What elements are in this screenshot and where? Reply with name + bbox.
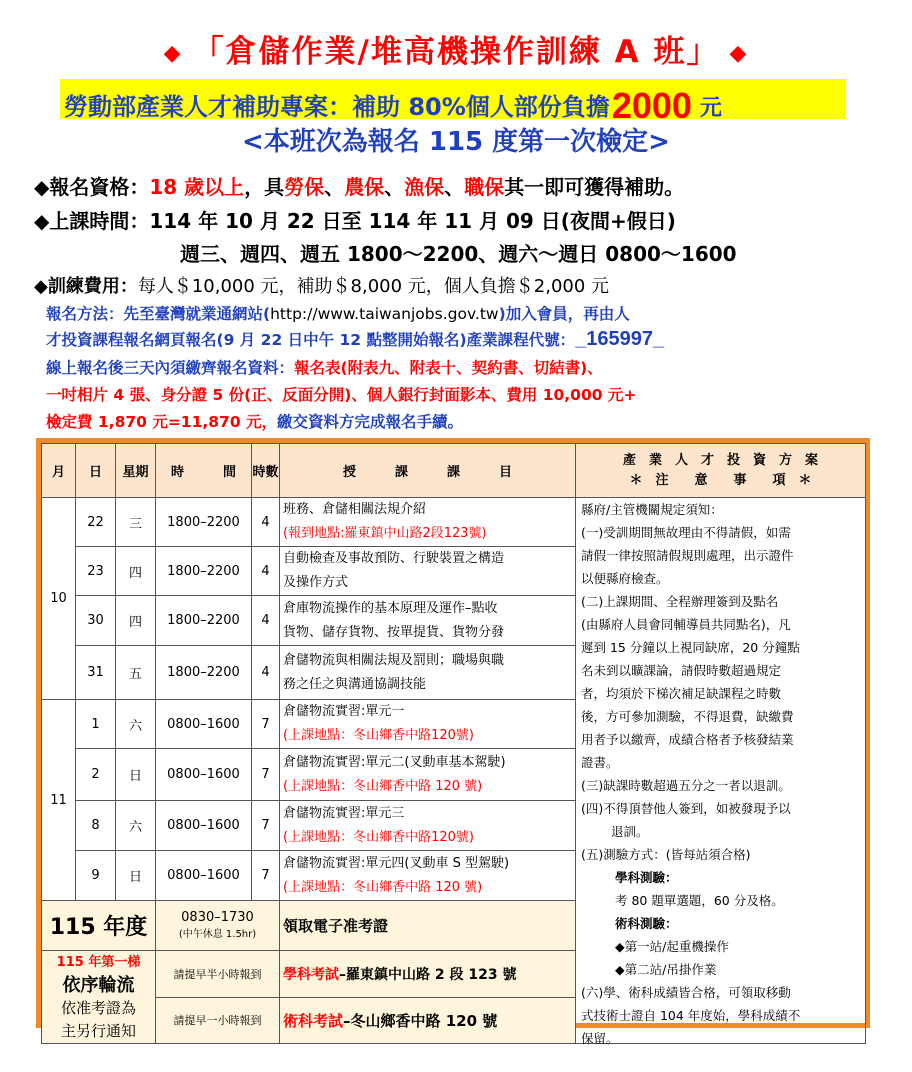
day-cell: 2 [76,749,116,801]
day-cell: 31 [76,646,116,700]
exam-year: 115 年度 [42,901,156,951]
day-cell: 1 [76,700,116,749]
course-title: 班務、倉儲相關法規介紹 [283,502,427,517]
signup-text: 線上報名後三天內須繳齊報名資料： [46,359,295,377]
written-exam-cell [280,951,576,998]
header-time: 時 間 [156,444,252,498]
note-line: 學科測驗： [615,870,678,885]
time-cell: 0800–1600 [156,851,252,901]
header-notes-1: 產 業 人 才 投 資 方 案 [622,452,818,468]
weekday-cell: 日 [116,851,156,901]
class-time-label: ◆上課時間： [34,209,150,233]
signup-line-1 [46,302,630,324]
signup-text: 報名方法：先至臺灣就業通網站( [46,305,271,323]
note-line: 名未到以曠課論，請假時數超過規定 [581,663,782,678]
note-line: 遲到 15 分鐘以上視同缺席，20 分鐘點 [581,640,800,655]
eligibility-tail: 其一即可獲得補助。 [504,175,685,199]
day-cell: 22 [76,498,116,547]
insurance-fisher: 漁保 [404,175,445,199]
exam-arrival-1: 請提早半小時報到 [156,951,280,998]
written-exam-location: –羅東鎮中山路 2 段 123 號 [339,966,517,983]
note-line: 者，均須於下梯次補足缺課程之時數 [581,686,782,701]
weekday-cell: 日 [116,749,156,801]
note-line: 術科測驗： [615,916,678,931]
exam-batch-cell [42,951,156,1044]
course-cell [280,801,576,851]
course-location: (報到地點:羅東鎮中山路2段123號) [283,526,487,541]
hours-cell: 4 [252,498,280,547]
header-day: 日 [76,444,116,498]
note-line: ◆第二站/吊掛作業 [615,962,717,977]
course-cell [280,498,576,547]
signup-fee: 檢定費 1,870 元=11,870 元， [46,413,278,431]
hours-cell: 4 [252,596,280,646]
note-line: 後，方可參加測驗，不得退費，缺繳費 [581,709,794,724]
note-line: (五)測驗方式：(皆每站須合格) [581,847,751,862]
note-line: (由縣府人員會同輔導員共同點名)，凡 [581,617,791,632]
diamond-icon: ◆ [163,41,183,66]
exam-arrival-2: 請提早一小時報到 [156,997,280,1044]
note-line: 證書。 [581,755,619,770]
day-cell: 9 [76,851,116,901]
eligibility-line [34,171,684,200]
note-line: 考 80 題單選題，60 分及格。 [615,893,784,908]
hours-cell: 7 [252,749,280,801]
fee-label: ◆訓練費用： [34,276,138,297]
header-notes [576,444,866,498]
weekday-cell: 四 [116,596,156,646]
note-line: 用者予以繳齊，成績合格者予核發結業 [581,732,794,747]
month-cell: 10 [42,498,76,700]
note-line: 式技術士證自 104 年度始，學科成績不 [581,1008,801,1023]
hours-cell: 4 [252,646,280,700]
hours-cell: 7 [252,700,280,749]
exam-order: 依序輪流 [62,975,135,996]
eligibility-mid: ，具 [244,175,285,199]
note-line: 請假一律按照請假規則處理，出示證件 [581,548,794,563]
header-weekday: 星期 [116,444,156,498]
time-cell: 0800–1600 [156,801,252,851]
time-cell: 1800–2200 [156,646,252,700]
practical-exam-label: 術科考試 [283,1011,344,1030]
course-title: 自動檢查及事故預防、行駛裝置之構造 [283,551,505,566]
time-cell: 0800–1600 [156,700,252,749]
signup-line-3 [46,356,603,378]
time-cell: 1800–2200 [156,498,252,547]
course-cell [280,700,576,749]
note-line: 保留。 [581,1031,619,1046]
signup-text: 才投資課程報名網頁報名(9 月 22 日中午 12 點整開始報名)產業課程代號： [46,331,576,349]
course-code: _165997_ [575,328,665,350]
header-hours: 時數 [252,444,280,498]
hours-cell: 7 [252,851,280,901]
weekday-cell: 五 [116,646,156,700]
subsidy-banner [60,79,846,126]
page-title [0,26,912,71]
eligibility-label: ◆報名資格： [34,175,150,199]
course-cell [280,596,576,646]
exam-time: 0830–1730 [181,909,254,925]
fee-text: 每人＄10,000 元，補助＄8,000 元，個人負擔＄2,000 元 [137,276,610,297]
subsidy-amount: 2000 [611,85,692,126]
course-location: (上課地點：冬山鄉香中路 120 號) [283,879,483,895]
course-cell [280,547,576,596]
course-cell [280,749,576,801]
note-line: (二)上課期間、全程辦理簽到及點名 [581,594,779,609]
title-text: 「倉儲作業/堆高機操作訓練 A 班」 [192,34,720,70]
note-line: 退訓。 [611,824,649,839]
exam-ticket: 領取電子准考證 [280,901,576,951]
sep: 、 [324,175,345,199]
signup-docs: 報名表(附表九、附表十、契約書、切結書)、 [294,359,603,377]
course-cell [280,646,576,700]
insurance-farmer: 農保 [344,175,385,199]
eligibility-age: 18 歲以上 [149,175,245,199]
insurance-labor: 勞保 [284,175,325,199]
course-title: 倉儲物流實習:單元三 [283,805,405,821]
signup-line-2 [46,328,664,351]
time-cell: 0800–1600 [156,749,252,801]
signup-text: )加入會員，再由人 [498,305,630,323]
exam-time-cell [156,901,280,951]
note-line: (一)受訓期間無故理由不得請假，如需 [581,525,791,540]
weekday-cell: 三 [116,498,156,547]
practical-exam-location: –冬山鄉香中路 120 號 [343,1011,498,1030]
course-location: (上課地點：冬山鄉香中路120號) [283,829,474,845]
diamond-icon: ◆ [729,41,749,66]
class-time-line [34,205,676,234]
exam-note-1: 依准考證為 [60,999,136,1017]
course-location: (上課地點：冬山鄉香中路 120 號) [283,778,483,794]
course-cell [280,851,576,901]
hours-cell: 7 [252,801,280,851]
subsidy-text: 勞動部產業人才補助專案：補助 80%個人部份負擔 [64,93,610,121]
subsidy-unit: 元 [699,96,722,121]
exam-note-2: 主另行通知 [60,1022,136,1040]
weekday-cell: 六 [116,700,156,749]
hours-cell: 4 [252,547,280,596]
time-cell: 1800–2200 [156,547,252,596]
day-cell: 23 [76,547,116,596]
time-cell: 1800–2200 [156,596,252,646]
header-notes-2: ＊ 注 意 事 項 ＊ [629,472,812,488]
class-time-hours: 週三、週四、週五 1800～2200、週六～週日 0800～1600 [180,242,737,266]
signup-line-4: 一吋相片 4 張、身分證 5 份(正、反面分開)、個人銀行封面影本、費用 10,000 元+ [46,386,637,404]
course-title: 倉儲物流與相關法規及罰則；職場與職 [283,652,505,668]
month-cell: 11 [42,700,76,901]
header-month: 月 [42,444,76,498]
weekday-cell: 六 [116,801,156,851]
course-title: 倉儲物流實習:單元四(叉動車 S 型駕駛) [283,855,510,871]
course-title: 倉儲物流實習:單元一 [283,704,405,719]
signup-line-5 [46,410,463,432]
course-location: (上課地點：冬山鄉香中路120號) [283,728,474,743]
course-title: 倉庫物流操作的基本原理及運作–點收 [283,600,498,616]
exam-lunch: (中午休息 1.5hr) [178,928,257,940]
exam-notice: <本班次為報名 115 度第一次檢定> [242,127,670,157]
website-link[interactable]: http://www.taiwanjobs.gov.tw [270,305,499,323]
sep: 、 [384,175,405,199]
course-title-2: 貨物、儲存貨物、按單提貨、貨物分發 [283,624,505,640]
note-line: (三)缺課時數超過五分之一者以退訓。 [581,778,791,793]
course-title-2: 務之任之與溝通協調技能 [283,676,427,692]
practical-exam-cell [280,997,576,1044]
exam-batch: 115 年第一梯 [56,955,141,970]
note-line: 縣府/主管機關規定須知： [581,502,723,517]
note-line: ◆第一站/起重機操作 [615,939,729,954]
class-time-dates: 114 年 10 月 22 日至 114 年 11 月 09 日(夜間+假日) [149,209,676,233]
sep: 、 [444,175,465,199]
course-title: 倉儲物流實習:單元二(叉動車基本駕駛) [283,754,506,770]
signup-text: 繳交資料方完成報名手續。 [277,413,464,431]
insurance-occupational: 職保 [464,175,505,199]
weekday-cell: 四 [116,547,156,596]
note-line: (六)學、術科成績皆合格，可領取移動 [581,985,791,1000]
course-title-2: 及操作方式 [283,575,349,590]
header-course: 授 課 課 目 [280,444,576,498]
note-line: (四)不得頂替他人簽到，如被發現予以 [581,801,791,816]
notes-list [581,498,867,1050]
note-line: 以便縣府檢查。 [581,571,669,586]
day-cell: 8 [76,801,116,851]
written-exam-label: 學科考試 [283,966,339,983]
day-cell: 30 [76,596,116,646]
fee-line [34,272,609,298]
